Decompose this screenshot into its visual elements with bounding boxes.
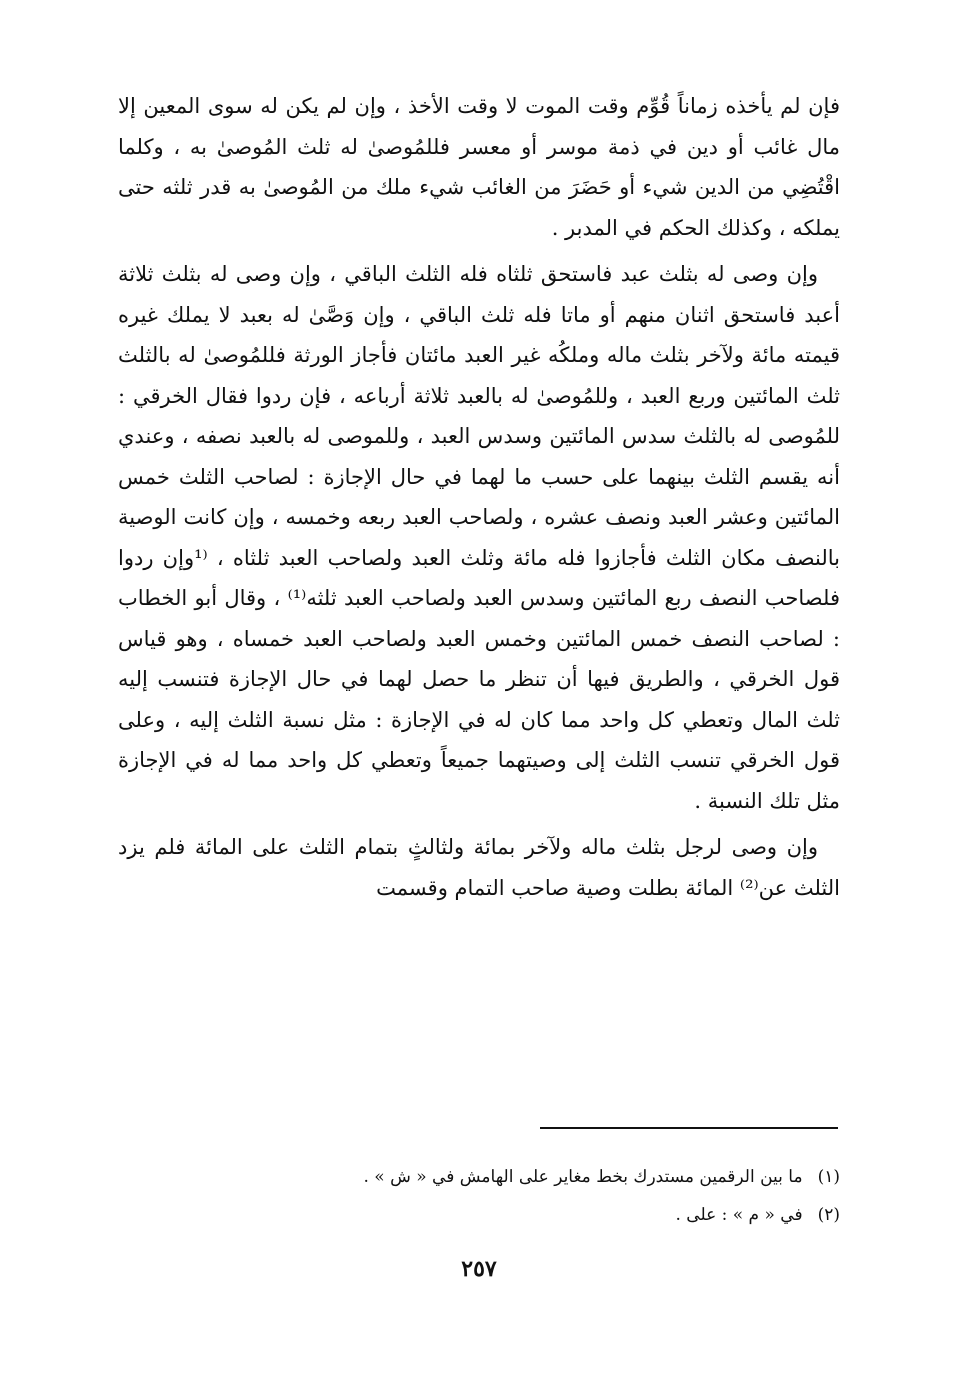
- footnotes: [300, 1158, 840, 1234]
- paragraph-3: وإن وصى لرجل بثلث ماله ولآخر بمائة ولثالثٍ بتمام الثلث على المائة فلم يزد الثلث عن⁽²⁾ المائة بطلت وصية صاحب التمام وقسمت: [118, 835, 840, 900]
- paragraph-1: فإن لم يأخذه زماناً قُوِّم وقت الموت لا وقت الأخذ ، وإن لم يكن له سوى المعين إلا مال غائب أو دين في ذمة موسر أو معسر فللمُوصىٰ له ثلث المُوصىٰ به ، وكلما اقْتُضِي من الدين شيء أو حَضَرَ من الغائب شيء ملك من المُوصىٰ به قدر ثلثه حتى يملكه ، وكذلك الحكم في المدبر .: [118, 94, 840, 240]
- footnote-2: [300, 1196, 840, 1234]
- page-number: ٢٥٧: [461, 1256, 497, 1282]
- footnote-text: في « م » : على .: [675, 1205, 803, 1225]
- footnote-text: ما بين الرقمين مستدرك بخط مغاير على الهامش في « ش » .: [363, 1167, 803, 1187]
- footnote-1: [300, 1158, 840, 1196]
- paragraph-2: وإن وصى له بثلث عبد فاستحق ثلثاه فله الثلث الباقي ، وإن وصى له بثلث ثلاثة أعبد فاستحق اثنان منهم أو ماتا فله ثلث الباقي ، وإن وَصَّىٰ له بعبد لا يملك غيره قيمته مائة ولآخر بثلث ماله وملكُه غير العبد مائتان فأجاز الورثة فللمُوصىٰ له بالثلث ثلث المائتين وربع العبد ، وللمُوصىٰ له بالعبد ثلاثة أرباعه ، فإن ردوا فقال الخرقي : للمُوصى له بالثلث سدس المائتين وسدس العبد ، وللموصى له بالعبد نصفه ، وعندي أنه يقسم الثلث بينهما على حسب ما لهما في حال الإجازة : لصاحب الثلث خمس المائتين وعشر العبد ونصف عشره ، ولصاحب العبد ربعه وخمسه ، وإن كانت الوصية بالنصف مكان الثلث فأجازوا فله مائة وثلث العبد ولصاحب العبد ثلثاه ، ⁽¹وإن ردوا فلصاحب النصف ربع المائتين وسدس العبد ولصاحب العبد ثلثه⁽¹⁾ ، وقال أبو الخطاب : لصاحب النصف خمس المائتين وخمس العبد ولصاحب العبد خمساه ، وهو قياس قول الخرقي ، والطريق فيها أن تنظر ما حصل لهما في حال الإجازة فتنسب إليه ثلث المال وتعطي كل واحد مما كان له في الإجازة : مثل نسبة الثلث إليه ، وعلى قول الخرقي تنسب الثلث إلى وصيتهما جميعاً وتعطي كل واحد مما له في الإجازة مثل تلك النسبة .: [118, 262, 840, 813]
- main-text: [118, 86, 840, 914]
- footnote-number: (١): [817, 1167, 840, 1187]
- footnote-separator: [540, 1127, 838, 1129]
- footnote-number: (٢): [817, 1205, 840, 1225]
